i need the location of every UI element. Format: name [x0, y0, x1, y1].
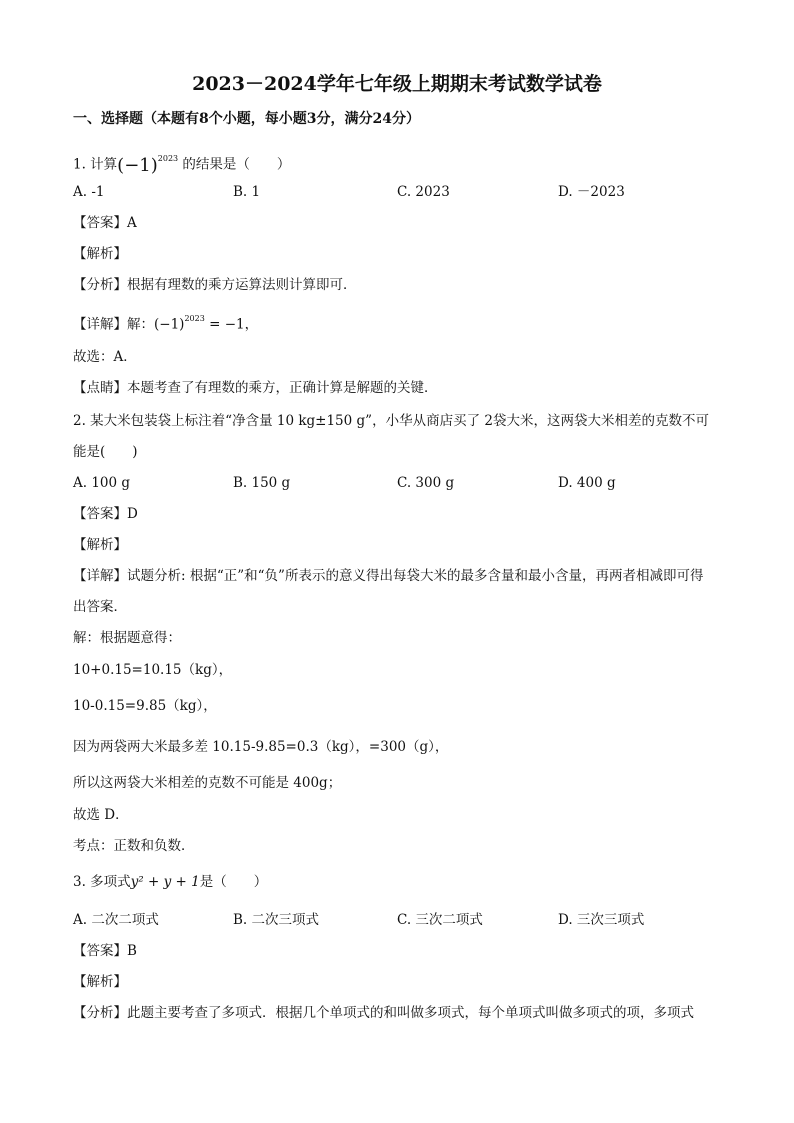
q3-suffix: 是（ ）	[199, 874, 268, 890]
q3-option-a: A. 二次二项式	[73, 912, 159, 928]
q2-kaodian: 考点：正数和负数．	[73, 838, 195, 854]
section-heading: 一、选择题（本题有8个小题，每小题3分，满分24分）	[73, 111, 420, 127]
q2-calc-1: 10+0.15=10.15（kg），	[73, 662, 233, 678]
q1-analysis-heading: 【解析】	[73, 246, 127, 262]
q3-expression: y² + y + 1	[130, 874, 200, 890]
q2-detail-line2: 出答案．	[73, 599, 127, 615]
q2-solution-intro: 解：根据题意得：	[73, 630, 181, 646]
q3-option-d: D. 三次三项式	[558, 912, 645, 928]
q1-fenxi: 【分析】根据有理数的乘方运算法则计算即可．	[73, 277, 357, 293]
q1-detail-prefix: 【详解】解：	[73, 316, 154, 333]
q2-option-a: A. 100 g	[73, 475, 131, 491]
q3-analysis-heading: 【解析】	[73, 974, 127, 990]
q2-answer: 【答案】D	[73, 506, 138, 522]
q1-detail	[73, 312, 258, 334]
q2-calc-2: 10-0.15=9.85（kg），	[73, 698, 217, 714]
question-2-stem-line1: 2. 某大米包装袋上标注着“净含量 10 kg±150 g”，小华从商店买了 2袋大米，这两袋大米相差的克数不可	[73, 413, 709, 429]
q2-option-b: B. 150 g	[233, 475, 291, 491]
q1-detail-base: (−1)	[154, 316, 185, 333]
q1-suffix: 的结果是（ ）	[182, 156, 291, 173]
question-2-stem-line2: 能是( )	[73, 444, 138, 460]
q1-option-d: D. －2023	[558, 184, 625, 200]
q3-prefix: 3. 多项式	[73, 874, 131, 890]
q1-prefix: 1. 计算	[73, 156, 118, 173]
question-1-stem	[73, 152, 290, 175]
q2-detail-line1: 【详解】试题分析: 根据“正”和“负”所表示的意义得出每袋大米的最多含量和最小含量，再两者相减即可得	[73, 568, 704, 584]
q1-choose: 故选：A．	[73, 349, 137, 365]
q1-answer: 【答案】A	[73, 215, 137, 231]
q1-option-c: C. 2023	[397, 184, 450, 200]
q2-option-c: C. 300 g	[397, 475, 455, 491]
q1-comment: 【点睛】本题考查了有理数的乘方，正确计算是解题的关键．	[73, 380, 438, 396]
q3-fenxi: 【分析】此题主要考查了多项式．根据几个单项式的和叫做多项式，每个单项式叫做多项式的项，多项式	[73, 1005, 694, 1021]
q3-option-c: C. 三次二项式	[397, 912, 483, 928]
q2-calc-3: 因为两袋两大米最多差 10.15-9.85=0.3（kg），=300（g），	[73, 739, 449, 755]
q1-detail-result: = −1，	[204, 316, 259, 333]
q2-option-d: D. 400 g	[558, 475, 616, 491]
q3-option-b: B. 二次三项式	[233, 912, 320, 928]
exam-title: 2023－2024学年七年级上期期末考试数学试卷	[192, 73, 602, 95]
q1-option-b: B. 1	[233, 184, 261, 200]
q3-answer: 【答案】B	[73, 943, 137, 959]
q2-analysis-heading: 【解析】	[73, 537, 127, 553]
q1-power-base: $(-1)^{2023}$	[117, 154, 179, 176]
q1-option-a: A. -1	[73, 184, 105, 200]
q1-detail-exponent: 2023	[184, 314, 205, 323]
q1-power-exponent: 2023	[157, 154, 179, 163]
question-3-stem	[73, 873, 267, 891]
q2-choose: 故选 D．	[73, 807, 129, 823]
q2-calc-4: 所以这两袋大米相差的克数不可能是 400g；	[73, 775, 342, 791]
